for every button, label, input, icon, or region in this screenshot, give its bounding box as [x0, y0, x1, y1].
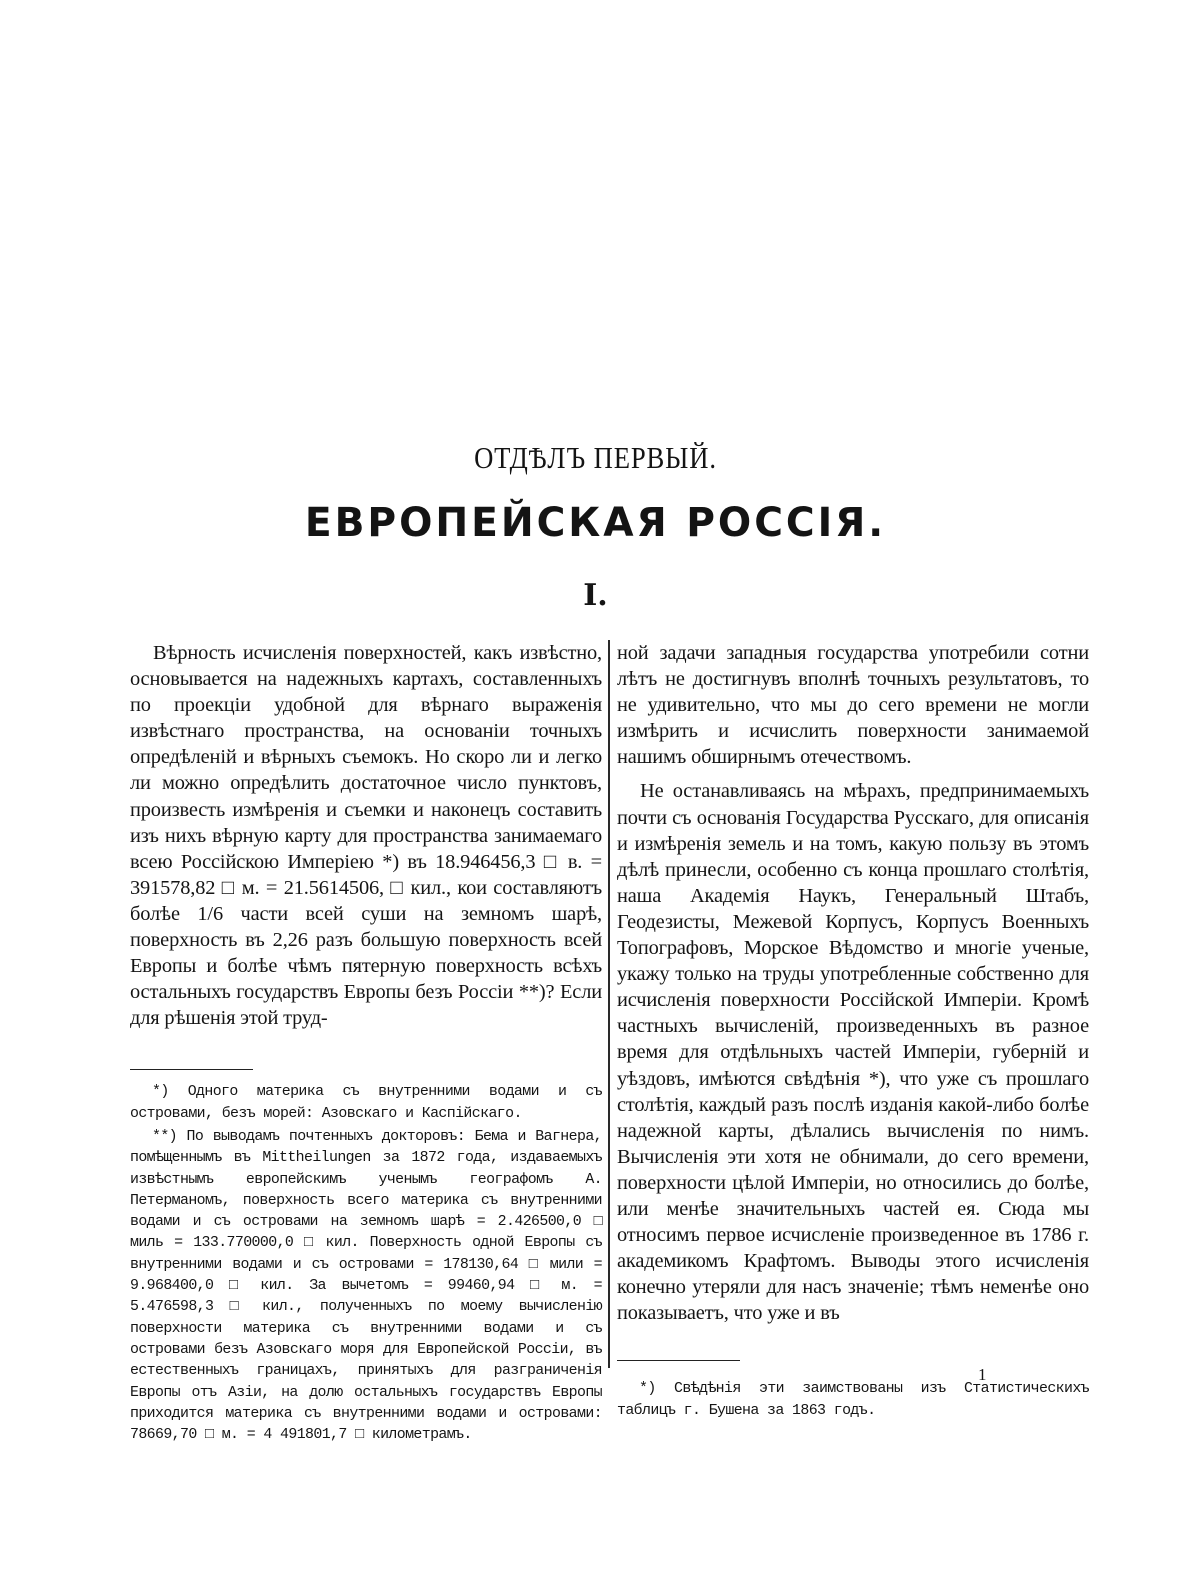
body-paragraph: Вѣрность исчисленія поверхностей, какъ извѣстно, основывается на надежныхъ картахъ, составленныхъ по проекціи удобной для вѣрнаго выраженія извѣстнаго пространства, на основаніи точныхъ опредѣленій и вѣрныхъ съемокъ. Но скоро ли и легко ли можно опредѣлить достаточное число пунктовъ, произвесть измѣренія и съемки и наконецъ составить изъ нихъ вѣрную карту для пространства занимаемаго всею Россійскою Имперіею *) въ 18.946456,3 □ в. = 391578,82 □ м. = 21.5614506, □ кил., кои составляютъ болѣе 1/6 части всей суши на земномъ шарѣ, поверхность въ 2,26 разъ большую поверхность всей Европы и болѣе чѣмъ пятерную поверхность всѣхъ остальныхъ государствъ Европы безъ Россіи **)? Если для рѣшенія этой труд-	[130, 642, 602, 1030]
footnote: **) По выводамъ почтенныхъ докторовъ: Бема и Вагнера, помѣщеннымъ въ Mittheilungen за 1872 года, издаваемыхъ извѣстнымъ европейскимъ ученымъ географомъ А. Петерманомъ, поверхность всего материка съ внутренними водами и съ островами на земномъ шарѣ = 2.426500,0 □ миль = 133.770000,0 □ кил. Поверхность одной Европы съ внутренними водами и съ островами = 178130,64 □ мили = 9.968400,0 □ кил. За вычетомъ = 99460,94 □ м. = 5.476598,3 □ кил., полученныхъ по моему вычисленію поверхности материка съ внутренними водами и съ островами безъ Азовскаго моря для Европейской Россіи, въ естественныхъ границахъ, принятыхъ для разграниченія Европы отъ Азіи, на долю остальныхъ государствъ Европы приходится материка съ внутренними водами и островами: 78669,70 □ м. = 4 491801,7 □ километрамъ.	[130, 1129, 602, 1444]
right-column	[617, 640, 1089, 1422]
left-column	[130, 640, 602, 1446]
footnote-divider	[617, 1360, 740, 1361]
column-divider	[608, 640, 610, 1368]
section-heading: ОТДѢЛЪ ПЕРВЫЙ.	[474, 440, 717, 475]
body-paragraph: Не останавливаясь на мѣрахъ, предпринимаемыхъ почти съ основанія Государства Русскаго, для описанія и измѣренія земель и на томъ, какую пользу въ этомъ дѣлѣ принесли, особенно съ конца прошлаго столѣтія, наша Академія Наукъ, Генеральный Штабъ, Геодезисты, Межевой Корпусъ, Корпусъ Военныхъ Топографовъ, Морское Вѣдомство и многіе ученые, укажу только на труды употребленные собственно для исчисленія поверхности Россійской Имперіи. Кромѣ частныхъ вычисленій, произведенныхъ въ разное время для отдѣльныхъ частей Имперіи, губерній и уѣздовъ, имѣются свѣдѣнія *), что уже съ прошлаго столѣтія, каждый разъ послѣ изданія какой-либо болѣе надежной карты, дѣлались вычисленія по нимъ. Вычисленія эти хотя не обнимали, до сего времени, поверхности цѣлой Имперіи, но относились до болѣе, или менѣе значительныхъ частей ея. Сюда мы относимъ первое исчисленіе произведенное въ 1786 г. академикомъ Крафтомъ. Выводы этого исчисленія конечно утеряли для насъ значеніе; тѣмъ неменѣе оно показываетъ, что уже и въ	[617, 780, 1089, 1325]
body-paragraph: ной задачи западныя государства употребили сотни лѣтъ не достигнувъ вполнѣ точныхъ результатовъ, то не удивительно, что мы до сего времени не могли измѣрить и исчислить поверхности занимаемой нашимъ обширнымъ отечествомъ.	[617, 642, 1089, 769]
chapter-title: ЕВРОПЕЙСКАЯ РОССІЯ.	[304, 500, 887, 546]
page-number: 1	[978, 1365, 987, 1384]
footnote: *) Свѣдѣнія эти заимствованы изъ Статистическихъ таблицъ г. Бушена за 1863 годъ.	[617, 1381, 1089, 1419]
footnote: *) Одного материка съ внутренними водами и съ островами, безъ морей: Азовскаго и Каспійскаго.	[130, 1084, 602, 1122]
chapter-number: I.	[583, 578, 608, 613]
footnote-divider	[130, 1069, 253, 1070]
